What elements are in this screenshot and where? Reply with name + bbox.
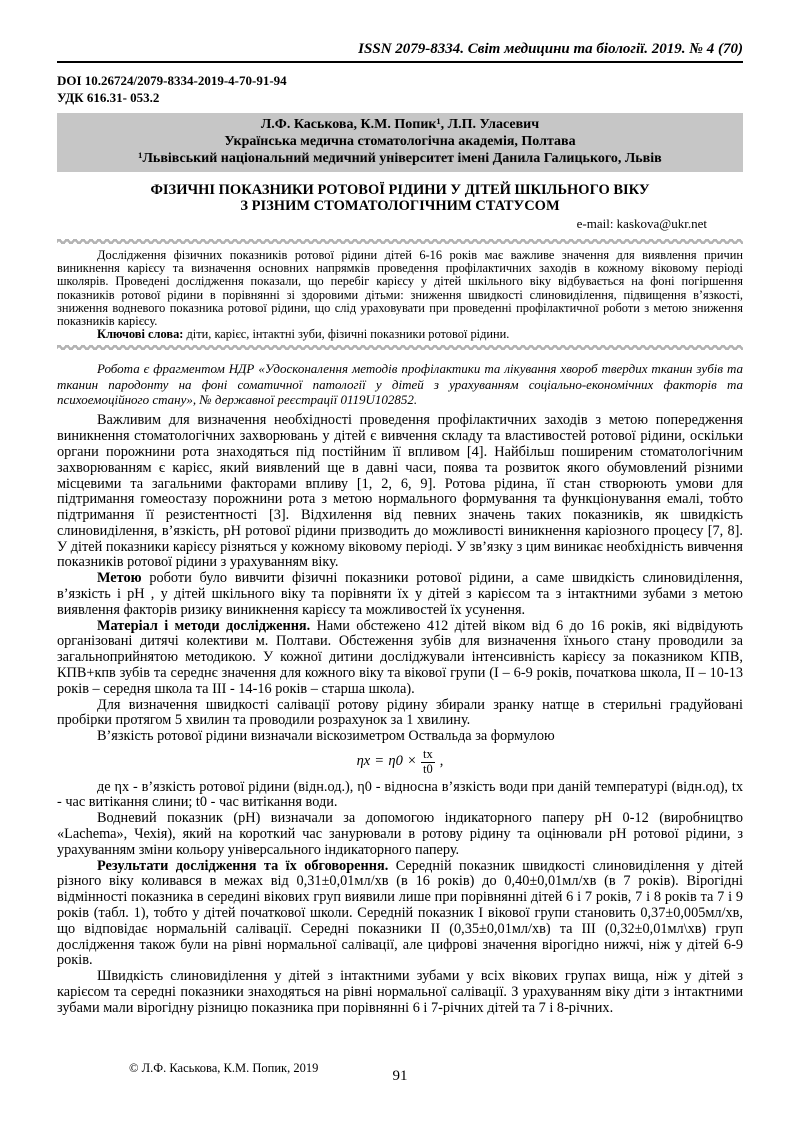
materials-methods-text: Нами обстежено 412 дітей віком від 6 до 16 років, які відвідують організовані дитячі колективи м. Полтави. Обстеження зубів для визначення їхнього стану проводили за загальноприйнятою методикою. У кожної дитини досліджували інтенсивність карієсу за показником КПВ, КПВ+кпв зубів та середнє значення для кожного віку та вікової групи (І – 6-9 років, початкова школа, ІІ – 10-13 років – середня школа та ІІІ - 14-16 років – старша школа). [57,617,743,697]
doi-udc-block [57,73,743,106]
doi-line: DOI 10.26724/2079-8334-2019-4-70-91-94 [57,73,287,88]
aim-text: роботи було вивчити фізичні показники ротової рідини, а саме швидкість слиновиділення, в’язкість і рН , у дітей шкільного віку та порівняти їх у дітей з карієсом та з інтактними зубами з метою виявлення факторів ризику виникнення карієсу та можливостей їх усунення. [57,570,743,618]
paragraph-ph-method: Водневий показник (рН) визначали за допомогою індикаторного паперу рН 0-12 (виробництво «Lachema», Чехія), який на короткий час занурювали в ротову рідину та оцінювали рН ротової рідини, з урахуванням зміни кольору універсального індикаторного паперу. [57,810,743,858]
article-body [57,413,743,1016]
abstract-section [57,249,743,341]
udc-line: УДК 616.31- 053.2 [57,89,160,105]
keywords-line [57,328,743,341]
results-text: Середній показник швидкості слиновиділення у дітей різного віку коливався в межах від 0,31±0,01мл/хв (в 16 років) до 0,40±0,01мл/хв (в 7 років). Вірогідні відмінності показника в середині вікових груп виявили лише при порівнянні дітей 6 і 7 років, 7 і 8 років та 7 і 9 років (табл. 1), тобто у дітей початкової школи. Середній показник І вікової групи становить 0,37±0,005мл/хв, що відповідає нормальній салівації. Середні показники ІІ (0,35±0,01мл/хв) та ІІІ (0,32±0,01мл\хв) груп дослідження також були на рівні нормальної салівації, але цифрові значення вірогідно нижчі, ніж у дітей 6-9 років. [57,857,743,969]
formula-equals: = [375,753,384,770]
article-title-line-1: ФІЗИЧНІ ПОКАЗНИКИ РОТОВОЇ РІДИНИ У ДІТЕЙ ШКІЛЬНОГО ВІКУ [150,182,650,198]
keywords-label: Ключові слова: [97,327,184,342]
paragraph-saliva-collection: Для визначення швидкості салівації ротову рідину збирали зранку натще в стерильні градуйовані пробірки протягом 5 хвилин та проводили розрахунок за 1 хвилину. [57,696,743,729]
aim-lead: Метою [97,570,142,587]
journal-issn-line: ISSN 2079-8334. Світ медицини та біології. 2019. № 4 (70) [358,41,743,57]
formula-coefficient: η0 [388,753,403,770]
formula-fraction [421,748,435,777]
abstract-text [57,249,743,328]
authors-affiliations-box [57,113,743,172]
research-project-note: Робота є фрагментом НДР «Удосконалення методів профілактики та лікування хвороб твердих тканин зубів та тканин пародонту на фоні соматичної патології у дітей з урахуванням соціально-економічних факторів та психоемоційного стану», № державної реєстрації 0119U102852. [57,361,743,408]
page-number: 91 [392,1068,408,1084]
paragraph-results [57,859,743,970]
formula-denominator: t0 [423,761,433,776]
article-title-line-2: З РІЗНИМ СТОМАТОЛОГІЧНИМ СТАТУСОМ [240,198,560,214]
affiliation-line-2: ¹Львівський національний медичний університет імені Данила Галицького, Львів [138,151,662,166]
formula-comma: , [439,753,444,770]
materials-methods-lead: Матеріал і методи дослідження. [97,617,311,634]
formula-times: × [407,753,417,770]
affiliation-line-1: Українська медична стоматологічна академія, Полтава [224,134,576,149]
header-rule [57,61,743,63]
zigzag-divider-bottom [57,345,743,350]
formula-lhs: ηx [356,753,371,770]
email-line: e-mail: kaskova@ukr.net [576,216,707,231]
zigzag-divider-top [57,239,743,244]
paragraph-formula-legend: де ηx - в’язкість ротової рідини (відн.од.), η0 - відносна в’язкість води при даній температурі (відн.од), tx - час витікання слини; t0 - час витікання води. [57,778,743,811]
viscosity-formula [57,748,743,777]
paragraph-salivation-comparison: Швидкість слиновиділення у дітей з інтактними зубами у всіх вікових групах вища, ніж у дітей з карієсом та середні показники знаходяться на рівні нормальної салівації. З урахуванням віку діти з інтактними зубами мали вірогідну різницю показника при порівнянні 6 і 7-річних дітей та 7 і 8-річних. [57,968,743,1016]
paragraph-viscosity-intro: В’язкість ротової рідини визначали віскозиметром Оствальда за формулою [97,728,555,745]
paragraph-materials-methods [57,619,743,698]
footer-copyright: © Л.Ф. Каськова, К.М. Попик, 2019 [129,1061,319,1075]
article-title [57,182,743,214]
paragraph-introduction: Важливим для визначення необхідності проведення профілактичних заходів з метою попередження виникнення стоматологічних захворювань у дітей є вивчення складу та властивостей ротової рідини, оскільки органи порожнини рота знаходяться під постійним її впливом [4]. Найбільш поширеним стоматологічним захворюванням є карієс, який виявлений ще в давні часи, поява та розвиток якого обумовлений різними місцевими та загальними факторами впливу [1, 2, 6, 9]. Ротова рідина, її стан створюють умови для підтримання гомеостазу порожнини рота з метою нормального формування та функціонування емалі, тобто підтримання її резистентності [3]. Відхилення від певних значень таких показників, як швидкість слиновиділення, в’язкість, рН ротової рідини призводить до можливості виникнення каріозного процесу [7, 8]. У дітей показники карієсу різняться у кожному віковому періоді. У зв’язку з цим виникає необхідність вивчення показників ротової рідини з урахуванням віку. [57,412,743,571]
results-lead: Результати дослідження та їх обговорення. [97,857,389,874]
paragraph-aim [57,571,743,618]
formula-numerator: tx [423,747,433,762]
keywords-text: діти, карієс, інтактні зуби, фізичні показники ротової рідини. [183,327,510,342]
abstract-body: Дослідження фізичних показників ротової рідини дітей 6-16 років має важливе значення для виявлення причин виникнення карієсу та визначення основних напрямків проведення профілактичних заходів в кожному віковому періоді школярів. Проведені дослідження показали, що перебіг карієсу у дітей шкільного віку відбувається на фоні погіршення показників ротової рідини в порівнянні зі здоровими дітьми: зниження швидкості слиновиділення, підвищення в’язкості, зниження водневого показника ротової рідини, що слід ураховувати при проведенні профілактичної роботи з метою зниження показників карієсу. [57,248,743,329]
authors-line: Л.Ф. Каськова, К.М. Попик¹, Л.П. Уласевич [260,117,540,132]
